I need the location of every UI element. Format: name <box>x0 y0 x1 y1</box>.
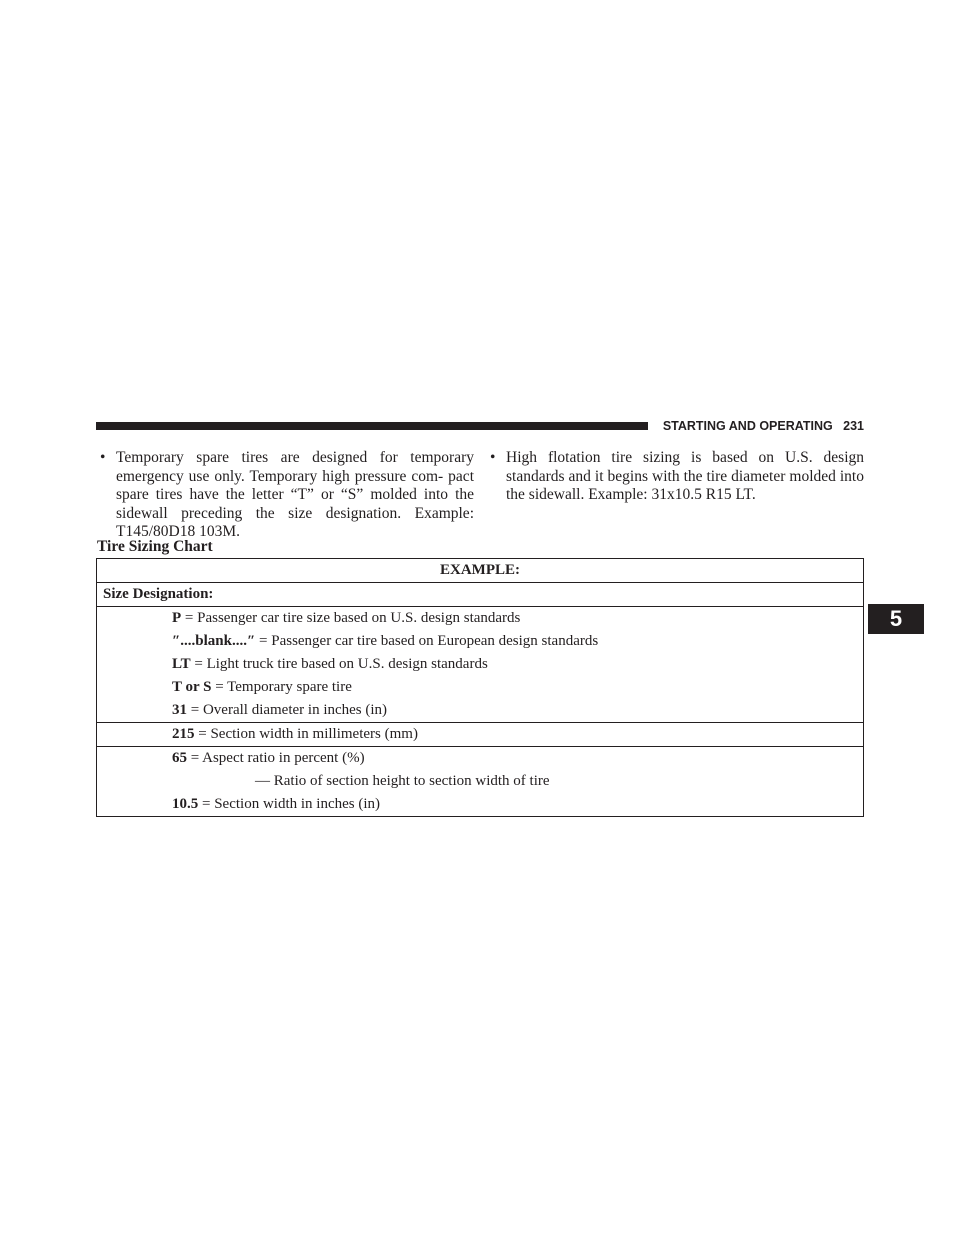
definition-row <box>97 699 863 722</box>
term: P <box>172 610 182 626</box>
definition-row <box>97 676 863 699</box>
term: 215 <box>172 726 195 742</box>
size-designation-label: Size Designation: <box>97 582 863 606</box>
definition-row <box>97 607 863 630</box>
term: T or S <box>172 679 212 695</box>
term: LT <box>172 656 191 672</box>
header-rule <box>96 422 648 430</box>
section-title: STARTING AND OPERATING <box>662 419 833 433</box>
description: = Section width in inches (in) <box>198 796 381 812</box>
chapter-tab: 5 <box>868 604 924 634</box>
running-header <box>660 418 864 434</box>
definition-row <box>97 793 863 816</box>
definition-row <box>97 653 863 676</box>
term: ″....blank....″ <box>172 633 256 649</box>
term: 65 <box>172 750 187 766</box>
description: = Temporary spare tire <box>211 679 352 695</box>
definition-note: — Ratio of section height to section width of tire <box>255 773 550 789</box>
definition-row <box>97 723 863 746</box>
description: = Passenger car tire based on European design standards <box>255 633 599 649</box>
bullet-text: High flotation tire sizing is based on U.S. design standards and it begins with the tire diameter molded into the sidewall. Example: 31x10.5 R15 LT. <box>506 449 864 503</box>
term: 10.5 <box>172 796 199 812</box>
bullet-icon: • <box>490 449 496 466</box>
description: = Overall diameter in inches (in) <box>187 702 388 718</box>
example-header: EXAMPLE: <box>440 562 520 578</box>
term: 31 <box>172 702 187 718</box>
definition-group-1 <box>97 606 863 722</box>
tire-sizing-table <box>96 558 864 817</box>
description: = Light truck tire based on U.S. design standards <box>190 656 488 672</box>
bullet-text: Temporary spare tires are designed for temporary emergency use only. Temporary high pressure com- pact spare tires have the letter “T” or “S” molded into the sidewall preceding the size designation. Example: T145/80D18 103M. <box>116 449 474 540</box>
bullet-icon: • <box>100 449 106 466</box>
definition-row <box>97 747 863 770</box>
description: = Passenger car tire size based on U.S. design standards <box>181 610 521 626</box>
description: = Aspect ratio in percent (%) <box>187 750 365 766</box>
definition-group-3 <box>97 746 863 816</box>
bullet-item-high-flotation <box>488 449 864 505</box>
page-number: 231 <box>843 419 864 433</box>
definition-group-2 <box>97 722 863 746</box>
chart-heading: Tire Sizing Chart <box>97 538 213 555</box>
bullet-item-temporary-spare <box>98 449 474 542</box>
description: = Section width in millimeters (mm) <box>194 726 418 742</box>
definition-row <box>97 630 863 653</box>
